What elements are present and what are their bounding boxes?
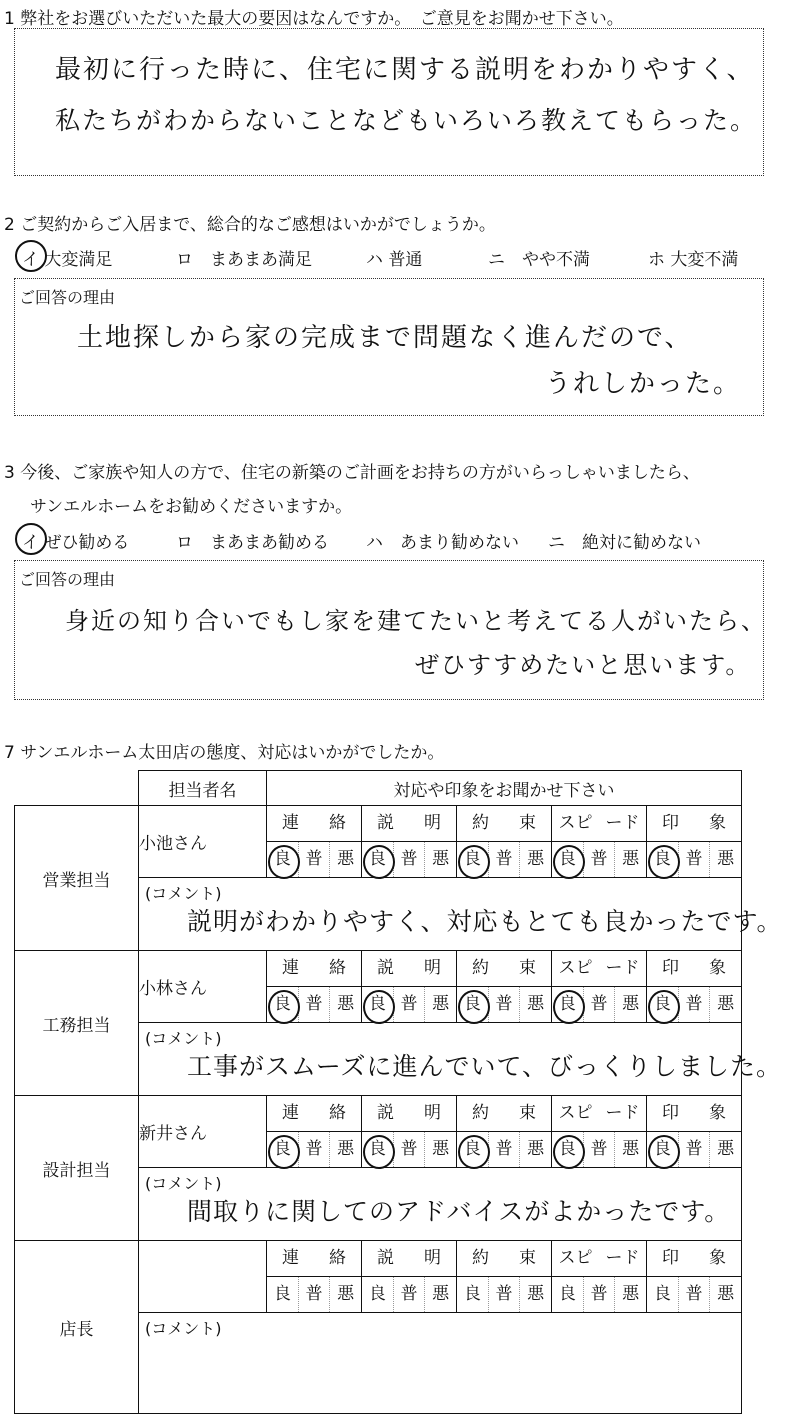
grade-option[interactable]: 悪 <box>432 849 450 869</box>
person-name <box>139 1241 267 1313</box>
q3-option-3[interactable]: ハ あまり勧めない <box>366 533 519 553</box>
grade-option[interactable]: 悪 <box>337 1139 355 1159</box>
grade-option[interactable]: 普 <box>299 987 331 1022</box>
grade-cell <box>267 987 362 1023</box>
comment-cell <box>139 1023 783 1096</box>
grade-cell <box>552 1277 647 1313</box>
category-char: 束 <box>519 1103 536 1123</box>
category-header <box>267 951 362 987</box>
grade-option[interactable]: 普 <box>299 1277 331 1312</box>
category-char: 連 <box>282 813 299 833</box>
grade-option[interactable]: 良 <box>362 1277 394 1312</box>
grade-option[interactable]: 良 <box>267 842 299 877</box>
category-header <box>647 951 742 987</box>
grade-option[interactable]: 良 <box>267 1277 299 1312</box>
comment-cell <box>139 1168 742 1241</box>
category-header <box>647 1096 742 1132</box>
category-char: ード <box>605 813 640 833</box>
comment-label: (コメント) <box>145 884 222 903</box>
category-header <box>552 1096 647 1132</box>
category-header <box>362 1096 457 1132</box>
role-label: 営業担当 <box>15 806 139 951</box>
grade-option[interactable]: 良 <box>647 842 679 877</box>
grade-option[interactable]: 良 <box>267 1132 299 1167</box>
grade-option[interactable]: 良 <box>362 842 394 877</box>
grade-option[interactable]: 悪 <box>717 1139 735 1159</box>
grade-option[interactable]: 悪 <box>622 1139 640 1159</box>
grade-option[interactable]: 悪 <box>717 849 735 869</box>
comment-cell <box>139 878 783 951</box>
grade-cell <box>647 1277 742 1313</box>
category-header <box>647 806 742 842</box>
grade-cell <box>552 842 647 878</box>
category-header <box>267 806 362 842</box>
comment-label: (コメント) <box>145 1029 222 1048</box>
category-char: 絡 <box>329 813 346 833</box>
category-char: 象 <box>709 958 726 978</box>
grade-option[interactable]: 良 <box>552 1277 584 1312</box>
category-char: 束 <box>519 958 536 978</box>
category-char: 印 <box>662 813 679 833</box>
grade-option[interactable]: 良 <box>552 842 584 877</box>
evaluation-table <box>14 770 783 1414</box>
grade-option[interactable]: 普 <box>299 1132 331 1167</box>
grade-option[interactable]: 悪 <box>622 994 640 1014</box>
grade-option[interactable]: 普 <box>394 987 426 1022</box>
grade-cell <box>457 842 552 878</box>
grade-option[interactable]: 悪 <box>717 1284 735 1304</box>
grade-option[interactable]: 悪 <box>717 994 735 1014</box>
grade-cell <box>647 842 742 878</box>
q3-selected-circle <box>15 523 47 555</box>
category-char: 象 <box>709 1248 726 1268</box>
category-char: 連 <box>282 1103 299 1123</box>
role-label: 店長 <box>15 1241 139 1414</box>
grade-cell <box>362 1132 457 1168</box>
category-char: 約 <box>472 958 489 978</box>
comment-text: 間取りに関してのアドバイスがよかったです。 <box>187 1197 731 1226</box>
category-char: 明 <box>424 958 441 978</box>
category-char: 象 <box>709 813 726 833</box>
category-char: 絡 <box>329 1103 346 1123</box>
category-char: 明 <box>424 1248 441 1268</box>
comment-text: 工事がスムーズに進んでいて、びっくりしました。 <box>187 1052 783 1081</box>
grade-cell <box>267 1277 362 1313</box>
q3-reason-label: ご回答の理由 <box>19 570 116 589</box>
grade-option[interactable]: 良 <box>457 1277 489 1312</box>
person-name: 小林さん <box>139 951 267 1023</box>
q7-question: 7 サンエルホーム太田店の態度、対応はいかがでしたか。 <box>4 743 445 763</box>
grade-option[interactable]: 普 <box>489 1277 521 1312</box>
role-label: 設計担当 <box>15 1096 139 1241</box>
grade-option[interactable]: 悪 <box>337 849 355 869</box>
category-char: 絡 <box>329 1248 346 1268</box>
category-char: ード <box>605 1248 640 1268</box>
grade-option[interactable]: 良 <box>362 987 394 1022</box>
grade-option[interactable]: 普 <box>584 1132 616 1167</box>
category-char: ード <box>605 1103 640 1123</box>
category-char: 連 <box>282 1248 299 1268</box>
grade-option[interactable]: 良 <box>552 1132 584 1167</box>
q2-selected-circle <box>15 240 47 272</box>
category-char: 印 <box>662 1103 679 1123</box>
grade-option[interactable]: 良 <box>362 1132 394 1167</box>
category-header <box>552 1241 647 1277</box>
q2-option-3[interactable]: ハ 普通 <box>366 250 423 270</box>
grade-option[interactable]: 悪 <box>432 1284 450 1304</box>
grade-option[interactable]: 普 <box>489 987 521 1022</box>
grade-cell <box>267 1132 362 1168</box>
grade-option[interactable]: 普 <box>394 842 426 877</box>
q3-answer-line2: ぜひすすめたいと思います。 <box>415 651 752 679</box>
category-char: 絡 <box>329 958 346 978</box>
grade-option[interactable]: 悪 <box>337 1284 355 1304</box>
grade-cell <box>362 987 457 1023</box>
grade-option[interactable]: 普 <box>679 842 711 877</box>
grade-option[interactable]: 普 <box>584 842 616 877</box>
q3-question-line1: 3 今後、ご家族や知人の方で、住宅の新築のご計画をお持ちの方がいらっしゃいましたら、 <box>4 463 700 483</box>
grade-option[interactable]: 良 <box>457 842 489 877</box>
q2-reason-label: ご回答の理由 <box>19 288 116 307</box>
grade-cell <box>362 1277 457 1313</box>
q2-option-4[interactable]: ニ やや不満 <box>488 250 590 270</box>
grade-cell <box>457 1277 552 1313</box>
category-char: 象 <box>709 1103 726 1123</box>
comment-cell <box>139 1313 742 1414</box>
grade-cell <box>267 842 362 878</box>
category-header <box>457 1241 552 1277</box>
category-char: 明 <box>424 1103 441 1123</box>
grade-option[interactable]: 良 <box>647 1132 679 1167</box>
grade-option[interactable]: 良 <box>457 1132 489 1167</box>
grade-option[interactable]: 普 <box>679 987 711 1022</box>
comment-text: 説明がわかりやすく、対応もとても良かったです。 <box>187 907 783 936</box>
role-label: 工務担当 <box>15 951 139 1096</box>
category-char: 説 <box>377 958 394 978</box>
q3-reason-box <box>14 560 767 700</box>
category-header <box>457 1096 552 1132</box>
q3-option-4[interactable]: ニ 絶対に勧めない <box>548 533 701 553</box>
grade-option[interactable]: 普 <box>489 1132 521 1167</box>
grade-option[interactable]: 普 <box>489 842 521 877</box>
category-char: スピ <box>558 958 593 978</box>
grade-option[interactable]: 普 <box>299 842 331 877</box>
grade-cell <box>457 987 552 1023</box>
category-char: 明 <box>424 813 441 833</box>
person-name: 新井さん <box>139 1096 267 1168</box>
q3-option-1[interactable]: イ ぜひ勧める <box>22 533 130 553</box>
category-char: 約 <box>472 1248 489 1268</box>
q2-option-2[interactable]: ロ まあまあ満足 <box>176 250 312 270</box>
category-char: 束 <box>519 813 536 833</box>
category-char: スピ <box>558 1248 593 1268</box>
q3-question-line2: サンエルホームをお勧めくださいますか。 <box>30 497 353 517</box>
category-char: 説 <box>377 813 394 833</box>
category-header <box>362 951 457 987</box>
category-header <box>457 806 552 842</box>
grade-cell <box>647 1132 742 1168</box>
category-char: 約 <box>472 813 489 833</box>
q3-option-2[interactable]: ロ まあまあ勧める <box>176 533 329 553</box>
category-header <box>267 1241 362 1277</box>
category-char: 印 <box>662 958 679 978</box>
header-person: 担当者名 <box>139 771 267 806</box>
grade-option[interactable]: 普 <box>679 1132 711 1167</box>
category-char: 束 <box>519 1248 536 1268</box>
q2-question: 2 ご契約からご入居まで、総合的なご感想はいかがでしょうか。 <box>4 215 496 235</box>
category-header <box>647 1241 742 1277</box>
q2-option-5[interactable]: ホ 大変不満 <box>648 250 739 270</box>
category-header <box>552 806 647 842</box>
grade-option[interactable]: 普 <box>394 1132 426 1167</box>
category-char: スピ <box>558 813 593 833</box>
q2-answer-line2: うれしかった。 <box>545 369 742 399</box>
category-char: 印 <box>662 1248 679 1268</box>
comment-label: (コメント) <box>145 1174 222 1193</box>
grade-option[interactable]: 悪 <box>527 1139 545 1159</box>
grade-option[interactable]: 悪 <box>622 1284 640 1304</box>
grade-cell <box>457 1132 552 1168</box>
grade-option[interactable]: 悪 <box>432 994 450 1014</box>
grade-option[interactable]: 普 <box>679 1277 711 1312</box>
grade-option[interactable]: 悪 <box>337 994 355 1014</box>
category-header <box>267 1096 362 1132</box>
category-char: ード <box>605 958 640 978</box>
q1-answer-line1: 最初に行った時に、住宅に関する説明をわかりやすく、 <box>55 55 755 85</box>
category-char: スピ <box>558 1103 593 1123</box>
category-header <box>362 806 457 842</box>
category-header <box>552 951 647 987</box>
comment-label: (コメント) <box>145 1319 222 1338</box>
category-char: 連 <box>282 958 299 978</box>
q1-answer-line2: 私たちがわからないことなどもいろいろ教えてもらった。 <box>55 106 758 135</box>
category-char: 説 <box>377 1248 394 1268</box>
category-char: 約 <box>472 1103 489 1123</box>
grade-cell <box>647 987 742 1023</box>
grade-option[interactable]: 良 <box>647 1277 679 1312</box>
q2-reason-box <box>14 278 764 416</box>
q1-answer-box <box>14 28 764 176</box>
grade-option[interactable]: 良 <box>457 987 489 1022</box>
q2-answer-line1: 土地探しから家の完成まで問題なく進んだので、 <box>77 323 693 353</box>
grade-option[interactable]: 普 <box>394 1277 426 1312</box>
grade-option[interactable]: 良 <box>552 987 584 1022</box>
grade-cell <box>362 842 457 878</box>
q1-question: 1 弊社をお選びいただいた最大の要因はなんですか。 ご意見をお聞かせ下さい。 <box>4 9 624 29</box>
grade-cell <box>552 1132 647 1168</box>
grade-option[interactable]: 悪 <box>432 1139 450 1159</box>
grade-option[interactable]: 普 <box>584 1277 616 1312</box>
grade-option[interactable]: 良 <box>647 987 679 1022</box>
grade-cell <box>552 987 647 1023</box>
grade-option[interactable]: 悪 <box>527 994 545 1014</box>
q2-option-1[interactable]: イ 大変満足 <box>22 250 113 270</box>
grade-option[interactable]: 悪 <box>622 849 640 869</box>
table-corner <box>15 771 139 806</box>
header-impression: 対応や印象をお聞かせ下さい <box>267 771 742 806</box>
q3-answer-line1: 身近の知り合いでもし家を建てたいと考えてる人がいたら、 <box>65 607 767 635</box>
category-header <box>362 1241 457 1277</box>
person-name: 小池さん <box>139 806 267 878</box>
grade-option[interactable]: 悪 <box>527 1284 545 1304</box>
category-char: 説 <box>377 1103 394 1123</box>
grade-option[interactable]: 良 <box>267 987 299 1022</box>
grade-option[interactable]: 悪 <box>527 849 545 869</box>
category-header <box>457 951 552 987</box>
grade-option[interactable]: 普 <box>584 987 616 1022</box>
